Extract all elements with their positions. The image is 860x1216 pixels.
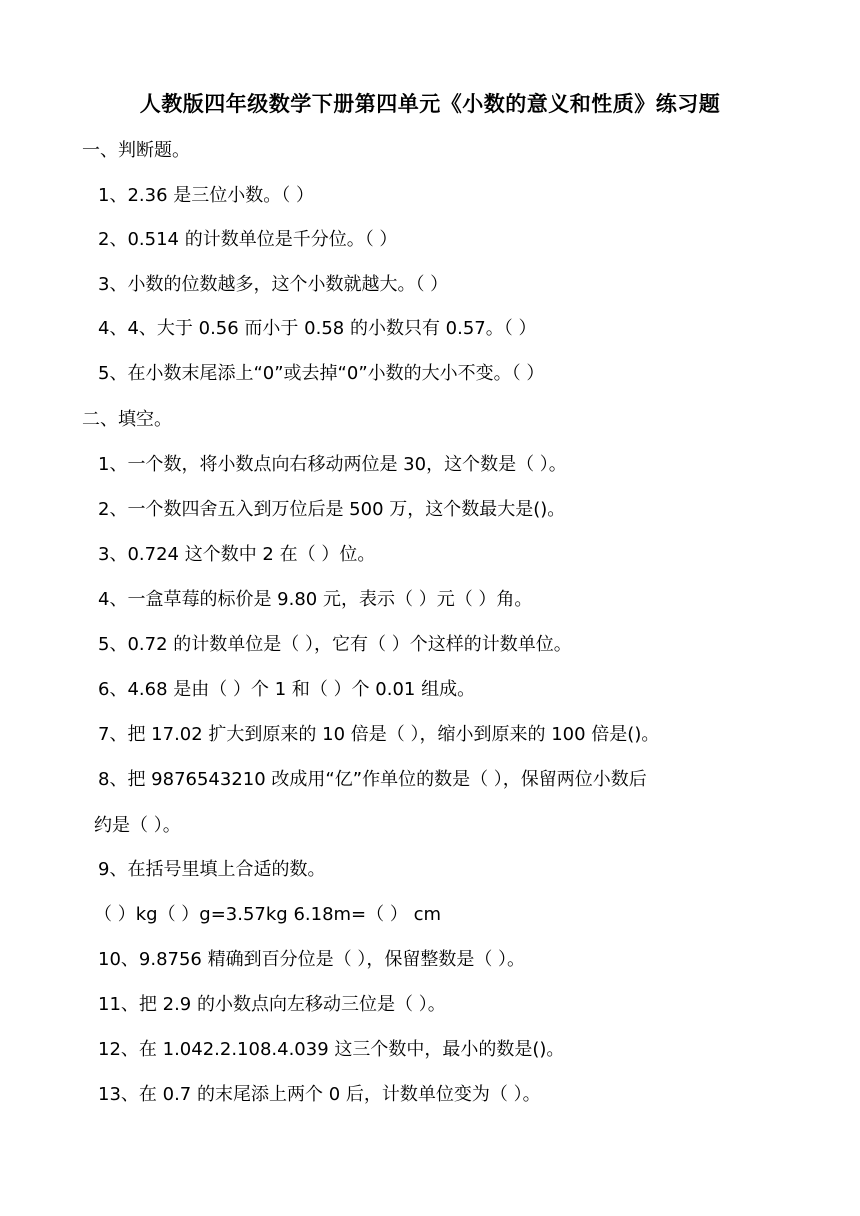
- question-item: 5、在小数末尾添上“0”或去掉“0”小数的大小不变。（ ）: [98, 363, 545, 384]
- question-item: 8、把 9876543210 改成用“亿”作单位的数是（ ），保留两位小数后: [98, 769, 647, 790]
- question-item: 12、在 1.042.2.108.4.039 这三个数中，最小的数是()。: [98, 1039, 565, 1060]
- question-item-subline: （ ）kg（ ）g=3.57kg 6.18m=（ ） cm: [94, 904, 442, 925]
- question-item: 4、4、大于 0.56 而小于 0.58 的小数只有 0.57。（ ）: [98, 318, 537, 339]
- question-item: 4、一盒草莓的标价是 9.80 元，表示（ ）元（ ）角。: [98, 589, 533, 610]
- question-item: 5、0.72 的计数单位是（ ），它有（ ）个这样的计数单位。: [98, 634, 572, 655]
- question-item: 1、一个数，将小数点向右移动两位是 30，这个数是（ ）。: [98, 454, 567, 475]
- question-item: 2、0.514 的计数单位是千分位。（ ）: [98, 229, 398, 250]
- question-item-continuation: 约是（ ）。: [94, 815, 181, 836]
- section-heading-judgement: 一、判断题。: [82, 140, 190, 161]
- question-item: 2、一个数四舍五入到万位后是 500 万，这个数最大是()。: [98, 499, 566, 520]
- question-item: 3、小数的位数越多，这个小数就越大。（ ）: [98, 274, 449, 295]
- question-item: 7、把 17.02 扩大到原来的 10 倍是（ ），缩小到原来的 100 倍是()。: [98, 724, 660, 745]
- question-item: 11、把 2.9 的小数点向左移动三位是（ ）。: [98, 994, 446, 1015]
- question-item: 1、2.36 是三位小数。（ ）: [98, 185, 314, 206]
- question-item: 9、在括号里填上合适的数。: [98, 859, 326, 880]
- question-item: 6、4.68 是由（ ）个 1 和（ ）个 0.01 组成。: [98, 679, 476, 700]
- section-heading-fill-in: 二、填空。: [82, 409, 172, 430]
- question-item: 13、在 0.7 的末尾添上两个 0 后，计数单位变为（ ）。: [98, 1084, 541, 1105]
- document-title: 人教版四年级数学下册第四单元《小数的意义和性质》练习题: [139, 92, 721, 116]
- question-item: 10、9.8756 精确到百分位是（ ），保留整数是（ ）。: [98, 949, 526, 970]
- question-item: 3、0.724 这个数中 2 在（ ）位。: [98, 544, 376, 565]
